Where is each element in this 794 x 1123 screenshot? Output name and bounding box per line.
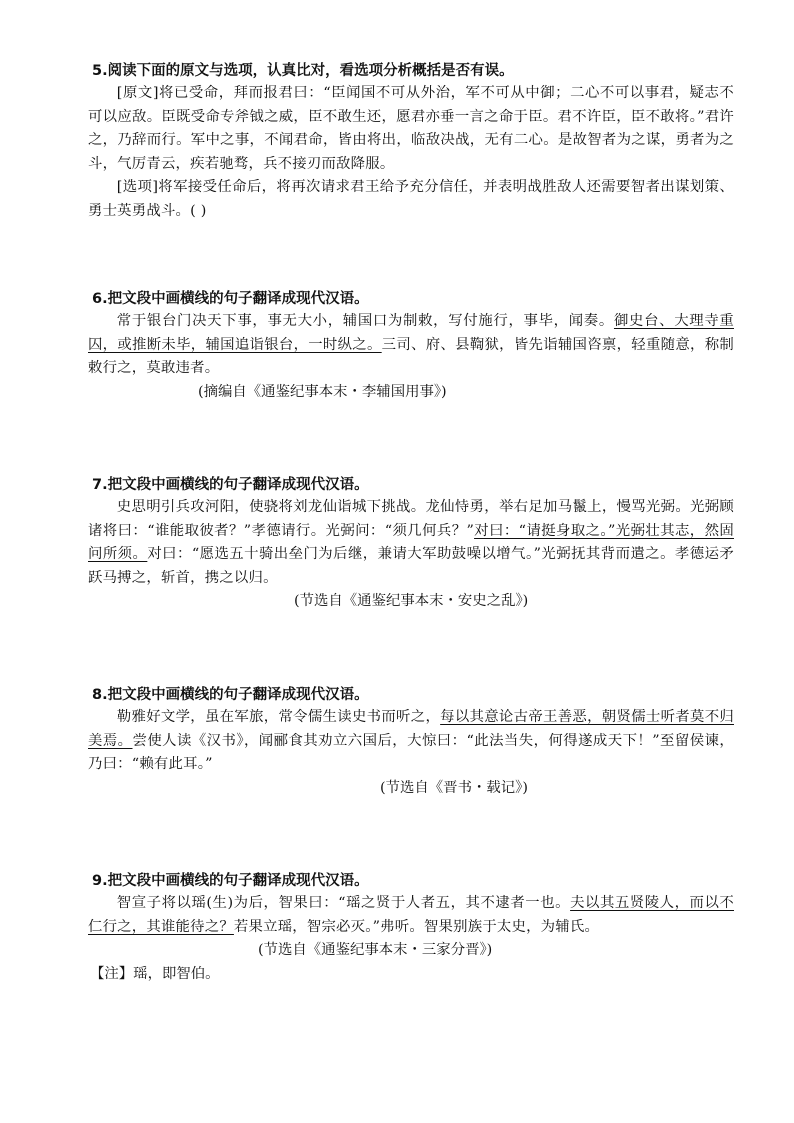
question-8-source: (节选自《晋书・载记》) <box>380 779 528 796</box>
question-6 <box>88 288 734 404</box>
underlined-sentence: 每以其意论古帝王善恶，朝贤儒士听者莫不归美焉。 <box>88 709 734 749</box>
question-9-source: (节选自《通鉴纪事本末・三家分晋》) <box>258 942 493 958</box>
passage-text: 尝使人读《汉书》，闻郦食其劝立六国后，大惊曰：“此法当失，何得遂成天下！”至留侯谏，乃曰：“赖有此耳。” <box>88 732 734 772</box>
passage-text: 三司、府、县鞫狱，皆先诣辅国咨禀，轻重随意，称制敕行之，莫敢违者。 <box>88 336 734 376</box>
question-9-title: 9.把文段中画横线的句子翻译成现代汉语。 <box>92 873 369 889</box>
passage-text: 常于银台门决天下事，事无大小，辅国口为制敕，写付施行，事毕，闻奏。 <box>116 313 614 329</box>
passage-text: 勒雅好文学，虽在军旅，常令儒生读史书而听之， <box>116 709 441 725</box>
question-7-title: 7.把文段中画横线的句子翻译成现代汉语。 <box>92 477 369 493</box>
passage-text: 若果立瑶，智宗必灭。”弗听。智果别族于太史，为辅氏。 <box>233 918 600 935</box>
passage-text: 智宣子将以瑶(生)为后，智果曰：“瑶之贤于人者五，其不逮者一也。 <box>116 895 571 911</box>
question-9-note: 【注】瑶，即智伯。 <box>90 965 220 982</box>
question-7-passage <box>88 496 734 590</box>
question-9 <box>88 870 734 986</box>
question-5-original-text: [原文]将已受命，拜而报君曰：“臣闻国不可从外治，军不可从中御；二心不可以事君，疑志不可以应敌。臣既受命专斧钺之威，臣不敢生还，愿君亦垂一言之命于臣。君不许臣，臣不敢将。”君许之，乃辞而行。军中之事，不闻君命，皆由将出，临敌决战，无有二心。是故智者为之谋，勇者为之斗，气厉青云，疾若驰骛，兵不接刃而敌降服。 <box>88 85 734 172</box>
question-7 <box>88 474 734 614</box>
underlined-sentence: 御史台、大理寺重囚，或推断未毕，辅国追诣银台，一时纵之。 <box>88 313 734 353</box>
underlined-sentence: 对曰：“请挺身取之。”光弼壮其志，然固问所须。 <box>88 522 734 562</box>
passage-text: 史思明引兵攻河阳，使骁将刘龙仙诣城下挑战。龙仙恃勇，举右足加马鬣上，慢骂光弼。光弼顾诸将曰：“谁能取彼者？”孝德请行。光弼问：“须几何兵？” <box>88 499 734 539</box>
question-8 <box>88 684 734 800</box>
question-5-title: 5.阅读下面的原文与选项，认真比对，看选项分析概括是否有误。 <box>92 63 514 79</box>
question-8-passage <box>88 706 734 777</box>
question-7-source: (节选自《通鉴纪事本末・安史之乱》) <box>294 593 529 609</box>
question-8-title: 8.把文段中画横线的句子翻译成现代汉语。 <box>92 687 369 703</box>
question-9-passage <box>88 892 734 939</box>
question-6-source: (摘编自《通鉴纪事本末・李辅国用事》) <box>198 383 447 400</box>
passage-text: 对曰：“愿选五十骑出垒门为后继，兼请大军助鼓噪以增气。”光弼抚其背而遣之。孝德运矛跃马搏之，斩首，携之以归。 <box>88 546 734 586</box>
question-5 <box>88 60 734 223</box>
underlined-sentence: 夫以其五贤陵人，而以不仁行之，其谁能待之？ <box>88 895 734 935</box>
question-5-option-text: [选项]将军接受任命后，将再次请求君王给予充分信任，并表明战胜敌人还需要智者出谋划策、勇士英勇战斗。( ) <box>88 179 734 219</box>
question-6-title: 6.把文段中画横线的句子翻译成现代汉语。 <box>92 291 369 307</box>
question-6-passage <box>88 310 734 381</box>
